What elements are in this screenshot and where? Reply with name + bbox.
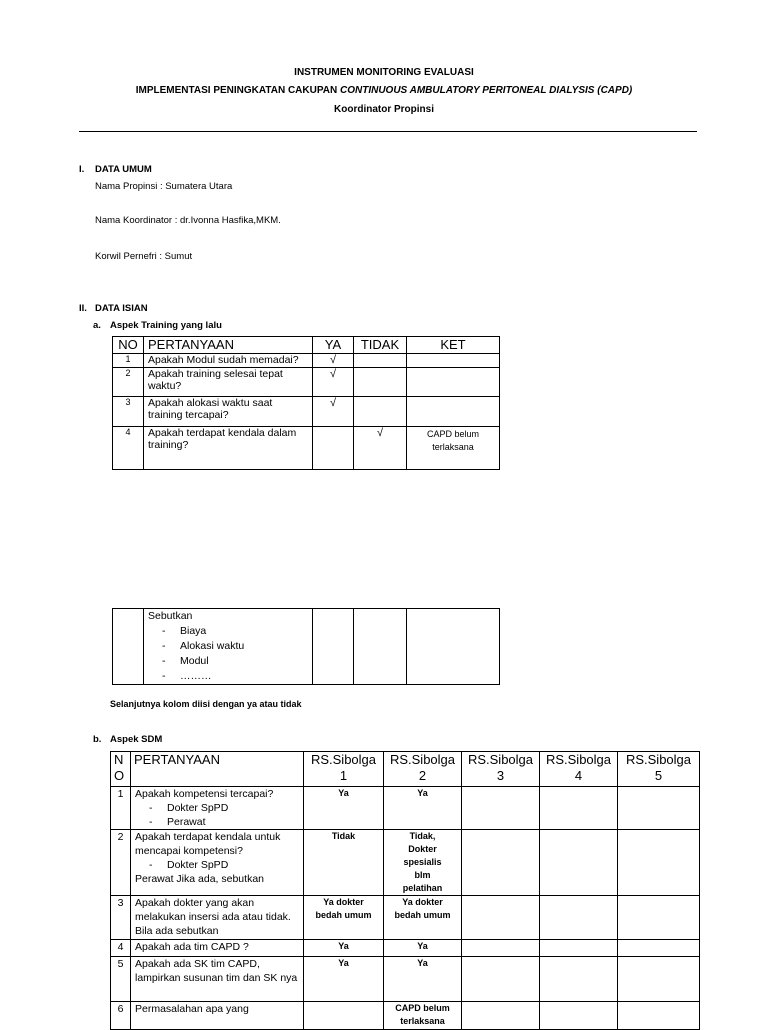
table-row — [113, 427, 500, 470]
table-row — [111, 957, 700, 1002]
section-data-umum — [79, 164, 152, 175]
question-sublist — [135, 858, 299, 872]
answer-rs2: Ya — [384, 787, 462, 830]
answer-rs1 — [304, 1002, 384, 1030]
training-table-continued — [112, 608, 500, 685]
question-text: Apakah terdapat kendala untuk mencapai kompetensi? — [135, 831, 281, 857]
answer-rs4 — [540, 1002, 618, 1030]
subsection-number: a. — [93, 320, 101, 331]
row-ya — [313, 427, 354, 470]
question-sublist — [135, 801, 299, 829]
section-title: DATA UMUM — [95, 164, 152, 175]
table-row — [111, 787, 700, 830]
row-ket: CAPD belum terlaksana — [407, 427, 500, 470]
sebutkan-cell — [144, 609, 313, 685]
row-tidak — [354, 609, 407, 685]
table-row — [113, 609, 500, 685]
list-item: - Perawat — [149, 815, 299, 829]
answer-rs2: CAPD belum terlaksana — [384, 1002, 462, 1030]
answer-rs3 — [462, 830, 540, 896]
row-question: Apakah training selesai tepat waktu? — [144, 368, 313, 397]
list-item: - Dokter SpPD — [149, 858, 299, 872]
col-header-ket: KET — [407, 337, 500, 354]
table-row — [111, 896, 700, 940]
row-no: 1 — [111, 787, 131, 830]
answer-rs4 — [540, 957, 618, 1002]
col-header-ya: YA — [313, 337, 354, 354]
subsection-title: Aspek SDM — [110, 734, 163, 745]
doc-title-line2 — [0, 85, 768, 96]
answer-rs3 — [462, 1002, 540, 1030]
answer-rs2: Tidak, Dokter spesialis blm pelatihan — [384, 830, 462, 896]
sebutkan-list — [148, 624, 308, 684]
answer-rs5 — [618, 940, 700, 957]
sebutkan-label: Sebutkan — [148, 610, 193, 622]
doc-subtitle: Koordinator Propinsi — [334, 104, 434, 115]
col-header-rs-sibolga-1: RS.Sibolga 1 — [304, 752, 384, 787]
row-question — [131, 787, 304, 830]
col-header-pertanyaan: PERTANYAAN — [144, 337, 313, 354]
field-nama-propinsi: Nama Propinsi : Sumatera Utara — [95, 181, 233, 192]
list-item: - Dokter SpPD — [149, 801, 299, 815]
list-item: - ……… — [162, 669, 308, 684]
title-line2-prefix: IMPLEMENTASI PENINGKATAN CAKUPAN — [135, 85, 340, 96]
title-line2-italic: CONTINUOUS AMBULATORY PERITONEAL DIALYSIS (CAPD) — [340, 85, 633, 96]
question-text: Apakah kompetensi tercapai? — [135, 788, 274, 800]
row-no: 2 — [111, 830, 131, 896]
subsection-aspek-training — [93, 320, 222, 331]
row-ket — [407, 354, 500, 368]
row-no — [113, 609, 144, 685]
row-no: 6 — [111, 1002, 131, 1030]
table-row — [113, 368, 500, 397]
table-row — [111, 1002, 700, 1030]
answer-rs3 — [462, 957, 540, 1002]
answer-rs5 — [618, 787, 700, 830]
answer-rs5 — [618, 830, 700, 896]
table-row — [113, 354, 500, 368]
answer-rs2: Ya dokter bedah umum — [384, 896, 462, 940]
doc-title-line1: INSTRUMEN MONITORING EVALUASI — [294, 67, 474, 78]
row-tidak — [354, 354, 407, 368]
row-question: Apakah Modul sudah memadai? — [144, 354, 313, 368]
answer-rs5 — [618, 896, 700, 940]
answer-rs1: Ya — [304, 957, 384, 1002]
list-item: - Modul — [162, 654, 308, 669]
col-header-tidak: TIDAK — [354, 337, 407, 354]
sdm-table — [110, 751, 700, 1030]
answer-rs4 — [540, 940, 618, 957]
subsection-number: b. — [93, 734, 102, 745]
row-no: 5 — [111, 957, 131, 1002]
field-korwil-pernefri: Korwil Pernefri : Sumut — [95, 251, 193, 262]
question-tail: Perawat Jika ada, sebutkan — [135, 873, 264, 885]
col-header-pertanyaan: PERTANYAAN — [131, 752, 304, 787]
subsection-aspek-sdm — [93, 734, 162, 745]
answer-rs1: Ya dokter bedah umum — [304, 896, 384, 940]
instruction-note: Selanjutnya kolom diisi dengan ya atau tidak — [110, 699, 302, 709]
table-row — [111, 830, 700, 896]
row-question: Apakah ada tim CAPD ? — [131, 940, 304, 957]
row-tidak: √ — [354, 427, 407, 470]
table-header-row — [113, 337, 500, 354]
table-row — [113, 397, 500, 427]
answer-rs1: Ya — [304, 787, 384, 830]
answer-rs4 — [540, 787, 618, 830]
row-no: 4 — [111, 940, 131, 957]
row-ya: √ — [313, 368, 354, 397]
row-ket — [407, 368, 500, 397]
answer-rs1: Tidak — [304, 830, 384, 896]
col-header-rs-sibolga-4: RS.Sibolga 4 — [540, 752, 618, 787]
list-item: - Alokasi waktu — [162, 639, 308, 654]
row-ya: √ — [313, 397, 354, 427]
training-table — [112, 336, 500, 470]
col-header-rs-sibolga-3: RS.Sibolga 3 — [462, 752, 540, 787]
section-number: I. — [79, 164, 85, 175]
section-data-isian — [79, 303, 148, 314]
answer-rs2: Ya — [384, 957, 462, 1002]
col-header-rs-sibolga-5: RS.Sibolga 5 — [618, 752, 700, 787]
table-row — [111, 940, 700, 957]
col-header-no: NO — [113, 337, 144, 354]
row-ket — [407, 609, 500, 685]
col-header-no: N O — [111, 752, 131, 787]
header-divider — [79, 131, 697, 132]
col-header-rs-sibolga-2: RS.Sibolga 2 — [384, 752, 462, 787]
subsection-title: Aspek Training yang lalu — [110, 320, 222, 331]
row-question: Permasalahan apa yang — [131, 1002, 304, 1030]
section-title: DATA ISIAN — [95, 303, 148, 314]
row-no: 1 — [113, 354, 144, 368]
table-header-row — [111, 752, 700, 787]
row-question — [131, 830, 304, 896]
answer-rs3 — [462, 896, 540, 940]
row-ya: √ — [313, 354, 354, 368]
answer-rs5 — [618, 1002, 700, 1030]
row-no: 3 — [111, 896, 131, 940]
row-no: 4 — [113, 427, 144, 470]
row-question: Apakah alokasi waktu saat training tercapai? — [144, 397, 313, 427]
row-tidak — [354, 397, 407, 427]
row-question: Apakah ada SK tim CAPD, lampirkan susunan tim dan SK nya — [131, 957, 304, 1002]
row-ya — [313, 609, 354, 685]
answer-rs1: Ya — [304, 940, 384, 957]
row-question: Apakah terdapat kendala dalam training? — [144, 427, 313, 470]
list-item: - Biaya — [162, 624, 308, 639]
section-number: II. — [79, 303, 87, 314]
answer-rs3 — [462, 940, 540, 957]
answer-rs4 — [540, 896, 618, 940]
row-no: 2 — [113, 368, 144, 397]
row-question: Apakah dokter yang akan melakukan insersi ada atau tidak. Bila ada sebutkan — [131, 896, 304, 940]
row-ket — [407, 397, 500, 427]
row-tidak — [354, 368, 407, 397]
answer-rs5 — [618, 957, 700, 1002]
field-nama-koordinator: Nama Koordinator : dr.Ivonna Hasfika,MKM. — [95, 215, 281, 226]
answer-rs2: Ya — [384, 940, 462, 957]
row-no: 3 — [113, 397, 144, 427]
answer-rs3 — [462, 787, 540, 830]
answer-rs4 — [540, 830, 618, 896]
